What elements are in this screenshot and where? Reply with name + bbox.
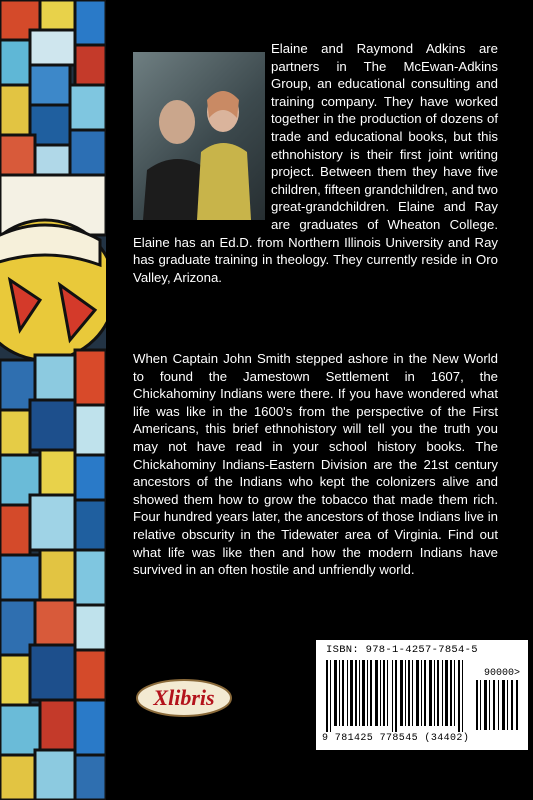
barcode-bars <box>326 660 468 732</box>
book-description: When Captain John Smith stepped ashore in the New World to found the Jamestown Settlement in 1607, the Chickahominy Indians were there. If you have wondered what life was like in the 1600's from the perspective of the First Americans, this brief ethnohistory will tell you the truth you may not have read in your school history books. The Chickahominy Indians-Eastern Division are the 21st century ancestors of the Indians who kept the colonizers alive and showed them how to grow the tobacco that made them rich. Four hundred years later, the ancestors of those Indians live in relative obscurity in the Tidewater area of Virginia. Find out what life was like then and how the modern Indians have survived in an often hostile and unfriendly world. <box>133 351 498 578</box>
isbn-barcode <box>316 640 528 750</box>
price-barcode-bars <box>476 680 520 730</box>
price-code: 90000> <box>483 668 520 679</box>
stained-glass-panel <box>0 0 106 800</box>
barcode-code: (34402) <box>424 733 470 744</box>
author-bio <box>133 40 498 286</box>
isbn-label: ISBN: 978-1-4257-7854-5 <box>326 644 478 656</box>
barcode-digits <box>322 733 469 744</box>
ean-digits: 9 781425 778545 <box>322 733 419 744</box>
photo-text-wrap <box>133 40 271 218</box>
svg-text:Xlibris: Xlibris <box>153 685 215 710</box>
author-bio-text: Elaine and Raymond Adkins are partners in The McEwan-Adkins Group, an educational consulting and training company. They have worked together in the production of dozens of trade and educational books, but this ethnohistory is their first joint writing project. Between them they have five children, fifteen grandchildren, and two great-grandchildren. Elaine and Ray are graduates of Wheaton College. Elaine has an Ed.D. from Northern Illinois University and Ray has graduate training in theology. They currently reside in Oro Valley, Arizona. <box>133 41 498 285</box>
publisher-logo <box>135 678 233 718</box>
